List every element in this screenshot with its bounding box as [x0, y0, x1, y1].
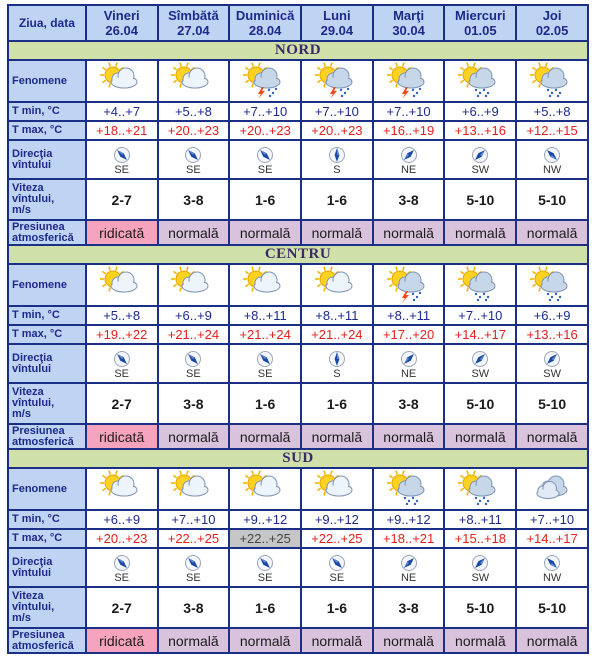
tmin-value: +6..+9	[159, 307, 229, 324]
tmax-value: +18..+21	[87, 122, 157, 139]
wind-speed-value: 3-8	[374, 588, 444, 627]
row-label-tmax: T max, °C	[9, 326, 85, 343]
label-line: Viteza	[12, 590, 44, 602]
pressure-value: ridicată	[87, 425, 157, 448]
wind-direction-icon	[328, 350, 346, 368]
label-line: vîntului,	[12, 601, 55, 613]
label-line: Direcţia	[12, 147, 53, 160]
tmax-value: +22..+25	[230, 530, 300, 547]
wind-direction-label: SW	[471, 367, 490, 380]
day-date: 29.04	[320, 23, 354, 38]
pressure-value: normală	[517, 425, 587, 448]
tmax-value: +17..+20	[374, 326, 444, 343]
tmin-value: +6..+9	[87, 511, 157, 528]
row-label-wind-speed	[9, 588, 85, 627]
tmin-value: +5..+8	[517, 103, 587, 120]
wind-direction-cell	[374, 141, 444, 178]
region-title-row	[9, 450, 587, 467]
wind-speed-row	[9, 180, 587, 219]
label-line: Presiunea	[12, 425, 65, 437]
row-label-phenomena: Fenomene	[9, 61, 85, 101]
pressure-value: normală	[302, 221, 372, 244]
tmax-value: +12..+15	[517, 122, 587, 139]
pressure-value: normală	[517, 221, 587, 244]
wind-direction-label: SE	[186, 163, 201, 176]
weather-cell	[230, 265, 300, 305]
tmin-value: +8..+11	[445, 511, 515, 528]
pressure-row	[9, 425, 587, 448]
wind-direction-label: NW	[542, 163, 562, 176]
pressure-row	[9, 629, 587, 652]
weather-cell	[374, 469, 444, 509]
weather-cell	[87, 61, 157, 101]
tmax-value: +22..+25	[302, 530, 372, 547]
label-line: atmosferică	[12, 435, 74, 448]
tmax-value: +15..+18	[445, 530, 515, 547]
weather-cell	[302, 265, 372, 305]
label-line: vîntului,	[12, 397, 55, 409]
wind-direction-icon	[256, 554, 274, 572]
wind-direction-icon	[471, 554, 489, 572]
wind-direction-cell	[302, 141, 372, 178]
tmin-row	[9, 103, 587, 120]
pressure-value: normală	[302, 425, 372, 448]
sun-cloud-icon	[163, 62, 223, 100]
tmin-value: +4..+7	[87, 103, 157, 120]
wind-direction-label: NE	[400, 163, 417, 176]
rain-cloud-icon	[450, 266, 510, 304]
label-line: Viteza	[12, 386, 44, 398]
day-header	[302, 6, 372, 40]
wind-direction-icon	[471, 350, 489, 368]
weather-cell	[87, 265, 157, 305]
wind-speed-value: 5-10	[517, 588, 587, 627]
wind-direction-label: SW	[471, 571, 490, 584]
wind-direction-label: S	[333, 163, 341, 176]
wind-direction-row	[9, 345, 587, 382]
wind-speed-value: 5-10	[445, 180, 515, 219]
wind-direction-row	[9, 141, 587, 178]
pressure-value: normală	[445, 425, 515, 448]
label-line: m/s	[12, 612, 31, 624]
wind-direction-icon	[471, 146, 489, 164]
label-line: Direcţia	[12, 351, 53, 364]
day-header	[517, 6, 587, 40]
day-name: Vineri	[103, 8, 140, 23]
day-date: 27.04	[177, 23, 210, 38]
sun-cloud-icon	[92, 62, 152, 100]
wind-direction-icon	[184, 350, 202, 368]
wind-direction-icon	[184, 554, 202, 572]
label-line: atmosferică	[12, 639, 74, 652]
wind-direction-label: SE	[257, 367, 273, 380]
region-title: CENTRU	[9, 246, 587, 263]
wind-direction-label: SE	[186, 571, 201, 584]
wind-direction-cell	[159, 345, 229, 382]
wind-direction-cell	[517, 345, 587, 382]
weather-cell	[445, 61, 515, 101]
tmin-value: +8..+11	[302, 307, 372, 324]
pressure-row	[9, 221, 587, 244]
row-label-pressure	[9, 221, 85, 244]
tmax-value: +14..+17	[517, 530, 587, 547]
rain-cloud-icon	[522, 62, 582, 100]
wind-direction-icon	[543, 146, 561, 164]
row-label-phenomena: Fenomene	[9, 469, 85, 509]
pressure-value: normală	[445, 221, 515, 244]
row-label-tmin: T min, °C	[9, 511, 85, 528]
wind-speed-value: 2-7	[87, 384, 157, 423]
tmin-value: +7..+10	[159, 511, 229, 528]
label-line: vîntului	[12, 362, 52, 375]
wind-direction-cell	[302, 549, 372, 586]
tmax-value: +14..+17	[445, 326, 515, 343]
pressure-value: normală	[230, 425, 300, 448]
phenomena-row	[9, 265, 587, 305]
sun-cloud-icon	[92, 266, 152, 304]
tmax-value: +18..+21	[374, 530, 444, 547]
pressure-value: normală	[230, 629, 300, 652]
day-name: Joi	[542, 8, 562, 23]
sun-cloud-icon	[307, 470, 367, 508]
row-label-tmin: T min, °C	[9, 103, 85, 120]
tmax-value: +13..+16	[445, 122, 515, 139]
wind-speed-value: 1-6	[302, 384, 372, 423]
day-name: Sîmbătă	[168, 8, 219, 23]
wind-direction-label: SE	[186, 367, 201, 380]
pressure-value: normală	[302, 629, 372, 652]
wind-direction-icon	[328, 146, 346, 164]
rain-cloud-icon	[379, 470, 439, 508]
wind-direction-cell	[374, 345, 444, 382]
day-name: Luni	[323, 8, 351, 23]
wind-speed-value: 3-8	[374, 180, 444, 219]
tmin-value: +9..+12	[374, 511, 444, 528]
wind-direction-cell	[302, 345, 372, 382]
pressure-value: normală	[445, 629, 515, 652]
day-header	[230, 6, 300, 40]
label-line: m/s	[12, 408, 31, 420]
wind-direction-label: NW	[542, 571, 562, 584]
rain-cloud-icon	[450, 470, 510, 508]
storm-cloud-icon	[307, 62, 367, 100]
wind-speed-value: 1-6	[230, 384, 300, 423]
label-line: m/s	[12, 204, 31, 216]
wind-direction-cell	[517, 549, 587, 586]
storm-cloud-icon	[379, 62, 439, 100]
wind-direction-icon	[400, 350, 418, 368]
wind-speed-value: 1-6	[302, 180, 372, 219]
sun-cloud-icon	[92, 470, 152, 508]
wind-direction-label: NE	[400, 571, 417, 584]
tmax-value: +13..+16	[517, 326, 587, 343]
tmax-value: +21..+24	[302, 326, 372, 343]
weather-cell	[302, 469, 372, 509]
row-label-wind-direction	[9, 345, 85, 382]
wind-direction-label: SE	[114, 571, 129, 584]
row-label-wind-direction	[9, 141, 85, 178]
wind-direction-label: S	[333, 367, 341, 380]
storm-cloud-icon	[235, 62, 295, 100]
day-date: 26.04	[105, 23, 138, 38]
wind-direction-cell	[445, 549, 515, 586]
wind-direction-cell	[159, 141, 229, 178]
wind-speed-value: 1-6	[302, 588, 372, 627]
wind-speed-value: 5-10	[517, 180, 587, 219]
weather-cell	[159, 61, 229, 101]
wind-direction-cell	[517, 141, 587, 178]
tmin-value: +9..+12	[230, 511, 300, 528]
header-label: Ziua, data	[9, 6, 85, 40]
label-line: vîntului	[12, 158, 52, 171]
label-line: Viteza	[12, 182, 44, 194]
wind-direction-label: SE	[114, 367, 129, 380]
row-label-phenomena: Fenomene	[9, 265, 85, 305]
tmin-row	[9, 511, 587, 528]
wind-direction-icon	[328, 554, 346, 572]
wind-direction-icon	[256, 350, 274, 368]
wind-speed-value: 2-7	[87, 588, 157, 627]
header-row	[9, 6, 587, 40]
wind-direction-label: SE	[257, 571, 273, 584]
wind-direction-label: SW	[471, 163, 490, 176]
wind-direction-cell	[159, 549, 229, 586]
tmin-value: +9..+12	[302, 511, 372, 528]
wind-speed-value: 2-7	[87, 180, 157, 219]
label-line: Direcţia	[12, 555, 53, 568]
wind-speed-value: 3-8	[159, 384, 229, 423]
wind-direction-label: NE	[400, 367, 417, 380]
weather-cell	[445, 469, 515, 509]
label-line: Presiunea	[12, 629, 65, 641]
wind-direction-cell	[445, 345, 515, 382]
weather-cell	[230, 469, 300, 509]
wind-direction-icon	[400, 146, 418, 164]
wind-direction-row	[9, 549, 587, 586]
weather-cell	[517, 469, 587, 509]
pressure-value: normală	[230, 221, 300, 244]
tmax-row	[9, 530, 587, 547]
wind-speed-value: 5-10	[517, 384, 587, 423]
pressure-value: ridicată	[87, 221, 157, 244]
day-header	[445, 6, 515, 40]
weather-cell	[517, 265, 587, 305]
row-label-wind-speed	[9, 180, 85, 219]
wind-direction-cell	[374, 549, 444, 586]
weather-cell	[374, 61, 444, 101]
weather-cell	[445, 265, 515, 305]
phenomena-row	[9, 469, 587, 509]
wind-direction-icon	[400, 554, 418, 572]
wind-speed-value: 1-6	[230, 588, 300, 627]
tmin-value: +6..+9	[445, 103, 515, 120]
tmin-value: +7..+10	[302, 103, 372, 120]
wind-direction-icon	[113, 554, 131, 572]
region-title: SUD	[9, 450, 587, 467]
wind-speed-value: 5-10	[445, 588, 515, 627]
tmin-value: +7..+10	[517, 511, 587, 528]
wind-speed-value: 3-8	[159, 180, 229, 219]
tmax-value: +21..+24	[159, 326, 229, 343]
rain-cloud-icon	[522, 266, 582, 304]
tmax-row	[9, 122, 587, 139]
tmax-value: +20..+23	[230, 122, 300, 139]
wind-speed-value: 5-10	[445, 384, 515, 423]
wind-direction-label: SE	[114, 163, 129, 176]
tmax-value: +20..+23	[87, 530, 157, 547]
pressure-value: normală	[374, 629, 444, 652]
cloud-icon	[522, 470, 582, 508]
tmax-value: +16..+19	[374, 122, 444, 139]
tmin-row	[9, 307, 587, 324]
wind-direction-cell	[445, 141, 515, 178]
wind-speed-value: 3-8	[374, 384, 444, 423]
wind-direction-cell	[230, 141, 300, 178]
tmax-row	[9, 326, 587, 343]
day-date: 28.04	[248, 23, 282, 38]
region-title-row	[9, 42, 587, 59]
label-line: vîntului,	[12, 193, 55, 205]
tmin-value: +8..+11	[374, 307, 444, 324]
wind-direction-label: SW	[543, 367, 561, 380]
wind-direction-icon	[543, 554, 561, 572]
tmin-value: +6..+9	[517, 307, 587, 324]
day-name: Miercuri	[455, 8, 506, 23]
weather-cell	[159, 265, 229, 305]
wind-direction-cell	[230, 549, 300, 586]
sun-cloud-icon	[163, 470, 223, 508]
day-header	[87, 6, 157, 40]
row-label-tmin: T min, °C	[9, 307, 85, 324]
row-label-tmax: T max, °C	[9, 122, 85, 139]
tmax-value: +19..+22	[87, 326, 157, 343]
wind-direction-icon	[184, 146, 202, 164]
row-label-tmax: T max, °C	[9, 530, 85, 547]
forecast-table	[7, 4, 589, 654]
day-header	[159, 6, 229, 40]
pressure-value: normală	[159, 425, 229, 448]
weather-cell	[87, 469, 157, 509]
sun-cloud-icon	[163, 266, 223, 304]
sun-cloud-icon	[307, 266, 367, 304]
day-name: Marţi	[393, 8, 425, 23]
wind-speed-value: 3-8	[159, 588, 229, 627]
tmin-value: +5..+8	[159, 103, 229, 120]
phenomena-row	[9, 61, 587, 101]
day-name: Duminică	[235, 8, 295, 23]
wind-direction-icon	[113, 146, 131, 164]
label-line: Presiunea	[12, 221, 65, 233]
wind-speed-row	[9, 588, 587, 627]
day-date: 30.04	[392, 23, 425, 38]
wind-direction-icon	[113, 350, 131, 368]
row-label-pressure	[9, 425, 85, 448]
wind-direction-icon	[543, 350, 561, 368]
tmax-value: +20..+23	[159, 122, 229, 139]
tmax-value: +20..+23	[302, 122, 372, 139]
pressure-value: normală	[374, 221, 444, 244]
wind-speed-value: 1-6	[230, 180, 300, 219]
wind-direction-label: SE	[257, 163, 273, 176]
wind-speed-row	[9, 384, 587, 423]
region-title: NORD	[9, 42, 587, 59]
storm-cloud-icon	[379, 266, 439, 304]
weather-cell	[302, 61, 372, 101]
weather-cell	[374, 265, 444, 305]
wind-direction-cell	[87, 549, 157, 586]
sun-cloud-icon	[235, 470, 295, 508]
day-date: 02.05	[535, 23, 569, 38]
wind-direction-cell	[87, 141, 157, 178]
label-line: atmosferică	[12, 231, 74, 244]
weather-cell	[159, 469, 229, 509]
wind-direction-icon	[256, 146, 274, 164]
rain-cloud-icon	[450, 62, 510, 100]
pressure-value: ridicată	[87, 629, 157, 652]
weather-cell	[517, 61, 587, 101]
tmin-value: +7..+10	[230, 103, 300, 120]
tmin-value: +7..+10	[445, 307, 515, 324]
label-line: vîntului	[12, 566, 52, 579]
tmin-value: +7..+10	[374, 103, 444, 120]
wind-direction-cell	[87, 345, 157, 382]
day-date: 01.05	[464, 23, 497, 38]
region-title-row	[9, 246, 587, 263]
wind-direction-label: SE	[329, 571, 345, 584]
wind-direction-cell	[230, 345, 300, 382]
row-label-wind-speed	[9, 384, 85, 423]
pressure-value: normală	[159, 629, 229, 652]
tmax-value: +22..+25	[159, 530, 229, 547]
tmin-value: +5..+8	[87, 307, 157, 324]
weather-cell	[230, 61, 300, 101]
tmin-value: +8..+11	[230, 307, 300, 324]
pressure-value: normală	[374, 425, 444, 448]
row-label-pressure	[9, 629, 85, 652]
pressure-value: normală	[159, 221, 229, 244]
sun-cloud-icon	[235, 266, 295, 304]
row-label-wind-direction	[9, 549, 85, 586]
day-header	[374, 6, 444, 40]
pressure-value: normală	[517, 629, 587, 652]
tmax-value: +21..+24	[230, 326, 300, 343]
